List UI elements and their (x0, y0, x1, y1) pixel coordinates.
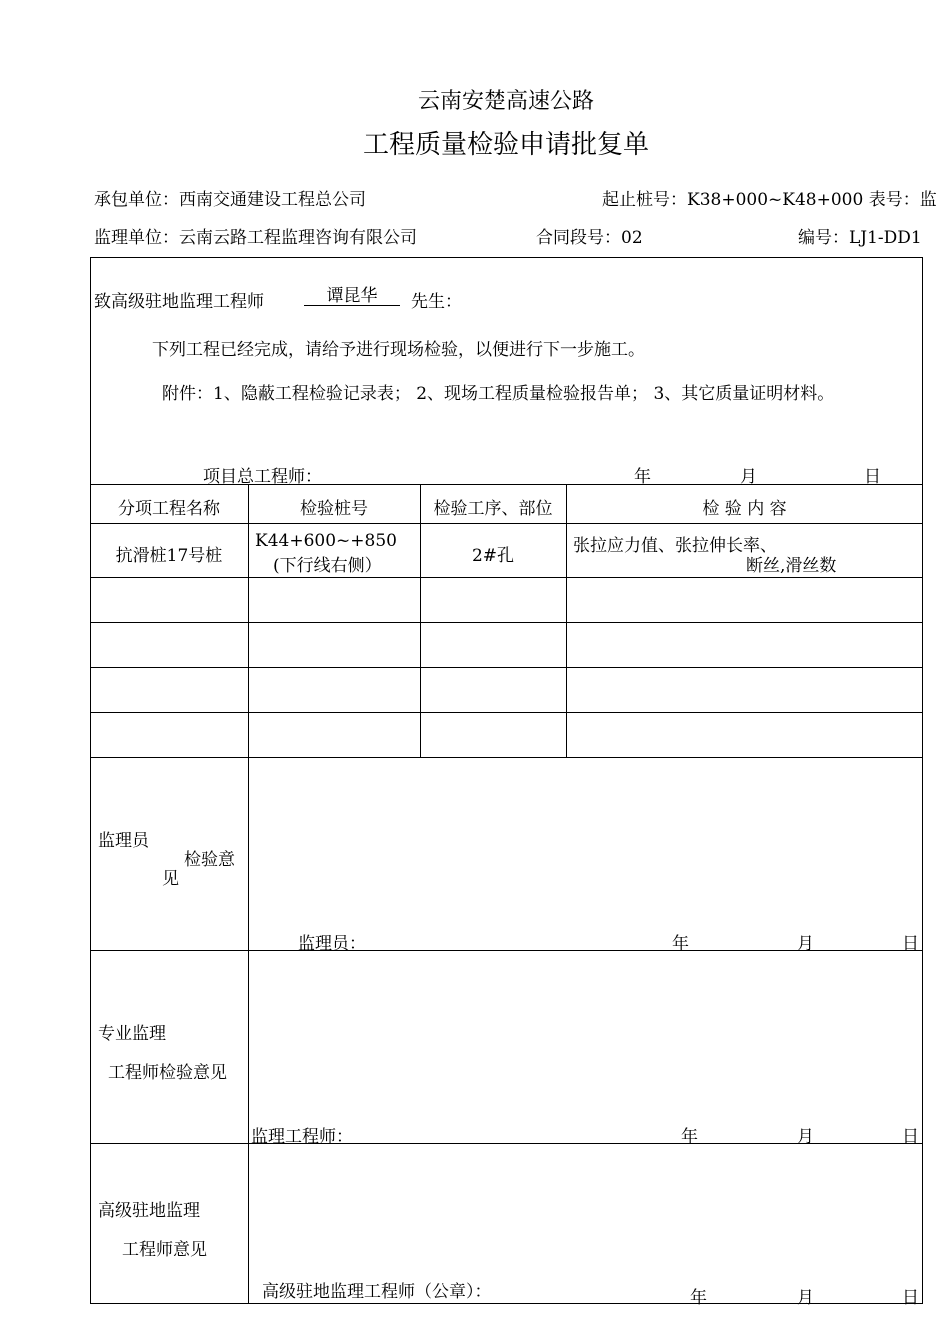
serial-number: 编号：LJ1-DD1 (798, 228, 922, 248)
chief-engineer-label: 项目总工程师： (203, 467, 322, 487)
contract-section: 合同段号：02 (536, 228, 643, 248)
row1-name: 抗滑桩17号桩 (115, 546, 223, 566)
grid-line (90, 712, 923, 713)
row1-stake-line2: (下行线右侧） (273, 556, 382, 576)
senior-label-1: 高级驻地监理 (98, 1201, 200, 1221)
specialist-sign-label: 监理工程师： (251, 1127, 353, 1147)
inspector-label-2: 检验意 (184, 850, 235, 870)
road-title: 云南安楚高速公路 (417, 89, 594, 114)
senior-date-year: 年 (690, 1288, 707, 1308)
contractor-line: 承包单位：西南交通建设工程总公司 (94, 190, 366, 210)
grid-line (566, 484, 567, 757)
request-body: 下列工程已经完成，请给予进行现场检验，以便进行下一步施工。 (152, 340, 645, 360)
specialist-label-1: 专业监理 (98, 1024, 166, 1044)
senior-date-month: 月 (797, 1288, 814, 1308)
inspector-sign-label: 监理员： (298, 934, 366, 954)
specialist-date-year: 年 (681, 1127, 698, 1147)
col-header-content: 检 验 内 容 (702, 499, 787, 519)
date-day: 日 (864, 467, 881, 487)
request-to-prefix: 致高级驻地监理工程师 (94, 292, 264, 312)
grid-line (90, 523, 923, 524)
inspector-label-1: 监理员 (98, 831, 149, 851)
request-attachments: 附件：1、隐蔽工程检验记录表； 2、现场工程质量检验报告单； 3、其它质量证明材料。 (162, 384, 835, 404)
senior-label-2: 工程师意见 (122, 1240, 207, 1260)
row1-position: 2#孔 (471, 546, 515, 566)
row1-content-line2: 断丝,滑丝数 (746, 556, 837, 576)
stake-range-line: 起止桩号：K38+000~K48+000 表号：监 (602, 190, 937, 210)
inspector-label-3: 见 (162, 869, 179, 889)
date-month: 月 (740, 467, 757, 487)
specialist-date-month: 月 (797, 1127, 814, 1147)
grid-line (248, 484, 249, 1304)
specialist-label-2: 工程师检验意见 (108, 1063, 227, 1083)
grid-line (90, 622, 923, 623)
engineer-name: 谭昆华 (304, 287, 400, 306)
grid-line (90, 577, 923, 578)
inspector-date-year: 年 (672, 934, 689, 954)
inspector-date-month: 月 (797, 934, 814, 954)
form-title: 工程质量检验申请批复单 (362, 130, 649, 160)
grid-line (420, 484, 421, 757)
supervisor-line: 监理单位：云南云路工程监理咨询有限公司 (94, 228, 417, 248)
row1-stake-line1: K44+600~+850 (255, 531, 397, 551)
col-header-position: 检验工序、部位 (433, 499, 553, 519)
col-header-stake: 检验桩号 (300, 499, 368, 519)
row1-content-line1: 张拉应力值、张拉伸长率、 (573, 536, 777, 556)
senior-date-day: 日 (902, 1288, 919, 1308)
col-header-name: 分项工程名称 (118, 499, 220, 519)
senior-sign-label: 高级驻地监理工程师（公章）： (262, 1282, 492, 1302)
date-year: 年 (634, 467, 651, 487)
specialist-date-day: 日 (902, 1127, 919, 1147)
grid-line (90, 757, 923, 758)
grid-line (90, 667, 923, 668)
request-to-suffix: 先生： (411, 292, 462, 312)
inspector-date-day: 日 (902, 934, 919, 954)
